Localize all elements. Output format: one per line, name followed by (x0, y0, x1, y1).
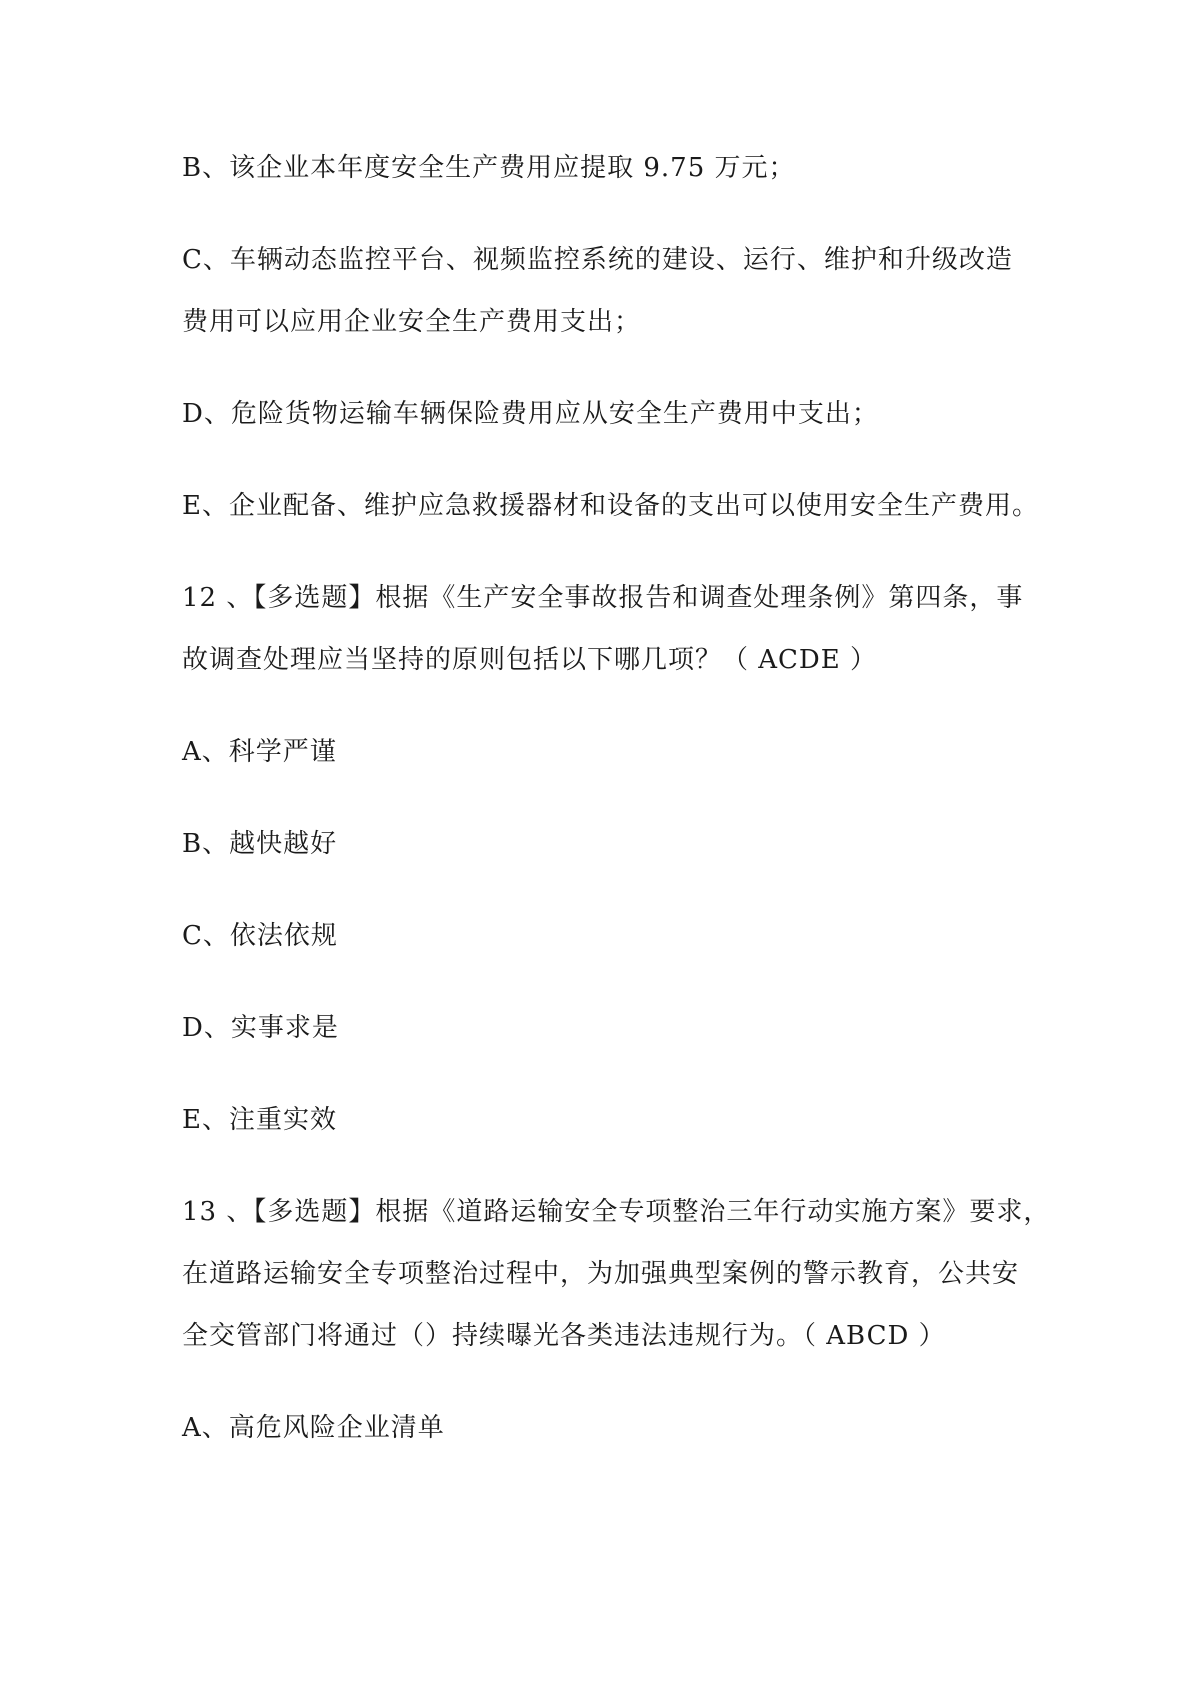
q11-option-c-line1: C、车辆动态监控平台、视频监控系统的建设、运行、维护和升级改造 (182, 245, 1013, 275)
q12-option-b: B、越快越好 (182, 829, 338, 859)
q13-option-a: A、高危风险企业清单 (182, 1413, 445, 1443)
q11-option-c-line2: 费用可以应用企业安全生产费用支出； (182, 307, 642, 337)
q12-stem-line1: 12 、【多选题】根据《生产安全事故报告和调查处理条例》第四条，事 (182, 583, 1024, 613)
q12-option-d: D、实事求是 (182, 1013, 339, 1043)
q11-option-e: E、企业配备、维护应急救援器材和设备的支出可以使用安全生产费用。 (182, 491, 1039, 521)
q12-option-e: E、注重实效 (182, 1105, 337, 1135)
q13-stem-line3: 全交管部门将通过（）持续曝光各类违法违规行为。（ ABCD ） (182, 1321, 946, 1351)
q13-stem-line1: 13 、【多选题】根据《道路运输安全专项整治三年行动实施方案》要求， (182, 1197, 1051, 1227)
q11-option-b: B、该企业本年度安全生产费用应提取 9.75 万元； (182, 153, 796, 183)
q13-stem-line2: 在道路运输安全专项整治过程中，为加强典型案例的警示教育，公共安 (182, 1259, 1020, 1289)
q12-stem-line2: 故调查处理应当坚持的原则包括以下哪几项？（ ACDE ） (182, 645, 878, 675)
q12-option-a: A、科学严谨 (182, 737, 337, 767)
q12-option-c: C、依法依规 (182, 921, 338, 951)
q11-option-d: D、危险货物运输车辆保险费用应从安全生产费用中支出； (182, 399, 879, 429)
